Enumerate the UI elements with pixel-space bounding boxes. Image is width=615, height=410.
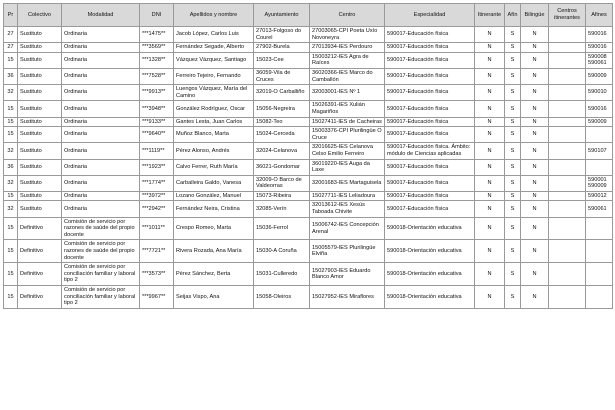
cell-especialidad: 590017-Educación física [385, 127, 475, 143]
cell-centros-itinerantes [549, 191, 586, 201]
cell-apellidos: Luengos Vázquez, María del Camino [174, 85, 254, 101]
cell-especialidad: 590017-Educación física [385, 85, 475, 101]
cell-especialidad: 590017-Educación física [385, 117, 475, 127]
table-row [4, 286, 613, 309]
cell-itinerante: N [475, 85, 505, 101]
cell-pr: 15 [4, 191, 18, 201]
cell-bilingue: N [521, 143, 549, 159]
cell-modalidad: Comisión de servicio por conciliación familiar y laboral tipo 2 [62, 263, 140, 286]
cell-centro: 15006742-IES Concepción Arenal [310, 217, 385, 240]
header-especialidad: Especialidad [385, 4, 475, 27]
cell-itinerante: N [475, 43, 505, 53]
cell-afines [586, 263, 613, 286]
cell-bilingue: N [521, 263, 549, 286]
cell-itinerante: N [475, 117, 505, 127]
cell-especialidad: 590017-Educación física [385, 159, 475, 175]
cell-bilingue: N [521, 27, 549, 43]
cell-afines: 590016 [586, 101, 613, 117]
cell-centros-itinerantes [549, 52, 586, 68]
cell-modalidad: Comisión de servicio por razones de saúde del propio docente [62, 240, 140, 263]
cell-afin: S [505, 217, 521, 240]
cell-afines: 590010 [586, 85, 613, 101]
cell-apellidos: Pérez Sánchez, Berta [174, 263, 254, 286]
cell-apellidos: Crespo Romeo, Marta [174, 217, 254, 240]
cell-colectivo: Sustituto [18, 101, 62, 117]
cell-bilingue: N [521, 286, 549, 309]
cell-especialidad: 590017-Educación física [385, 175, 475, 191]
cell-itinerante: N [475, 217, 505, 240]
cell-apellidos: Muñoz Blanco, Marta [174, 127, 254, 143]
table-row [4, 127, 613, 143]
cell-afin: S [505, 68, 521, 84]
table-row [4, 217, 613, 240]
header-dni: DNI [140, 4, 174, 27]
cell-afin: S [505, 101, 521, 117]
cell-afines [586, 217, 613, 240]
cell-afines [586, 159, 613, 175]
cell-bilingue: N [521, 217, 549, 240]
cell-itinerante: N [475, 127, 505, 143]
cell-afines: 590107 [586, 143, 613, 159]
cell-especialidad: 590018-Orientación educativa [385, 240, 475, 263]
cell-pr: 15 [4, 52, 18, 68]
cell-dni: ***3948** [140, 101, 174, 117]
table-row [4, 52, 613, 68]
cell-especialidad: 590017-Educación física [385, 101, 475, 117]
cell-dni: ***1011** [140, 217, 174, 240]
cell-colectivo: Sustituto [18, 117, 62, 127]
cell-centro: 27003065-CPI Poeta Uxío Novoneyra [310, 27, 385, 43]
cell-apellidos: Gantes Lesta, Juan Carlos [174, 117, 254, 127]
cell-bilingue: N [521, 52, 549, 68]
cell-itinerante: N [475, 27, 505, 43]
cell-apellidos: Rivera Rozada, Ana María [174, 240, 254, 263]
cell-afines: 590016 [586, 27, 613, 43]
cell-centro: 32001683-IES Martaguisela [310, 175, 385, 191]
cell-colectivo: Sustituto [18, 52, 62, 68]
cell-colectivo: Sustituto [18, 191, 62, 201]
cell-itinerante: N [475, 52, 505, 68]
cell-itinerante: N [475, 101, 505, 117]
cell-bilingue: N [521, 127, 549, 143]
cell-especialidad: 590018-Orientación educativa [385, 286, 475, 309]
cell-modalidad: Ordinaria [62, 43, 140, 53]
table-row [4, 143, 613, 159]
cell-afin: S [505, 201, 521, 217]
cell-centros-itinerantes [549, 143, 586, 159]
cell-ayuntamiento: 36059-Vila de Cruces [254, 68, 310, 84]
table-row [4, 263, 613, 286]
cell-colectivo: Sustituto [18, 127, 62, 143]
cell-bilingue: N [521, 101, 549, 117]
cell-itinerante: N [475, 68, 505, 84]
cell-modalidad: Ordinaria [62, 201, 140, 217]
table-row [4, 85, 613, 101]
cell-centros-itinerantes [549, 85, 586, 101]
cell-colectivo: Sustituto [18, 143, 62, 159]
cell-dni: ***1475** [140, 27, 174, 43]
cell-apellidos: Ferreiro Tejeiro, Fernando [174, 68, 254, 84]
cell-ayuntamiento: 32024-Celanova [254, 143, 310, 159]
cell-centro: 15003376-CPI Plurilingüe O Cruce [310, 127, 385, 143]
cell-modalidad: Ordinaria [62, 101, 140, 117]
cell-afin: S [505, 143, 521, 159]
cell-dni: ***2942** [140, 201, 174, 217]
cell-centro: 27013934-IES Perdouro [310, 43, 385, 53]
cell-ayuntamiento: 15024-Cerceda [254, 127, 310, 143]
cell-ayuntamiento: 32085-Verín [254, 201, 310, 217]
cell-modalidad: Ordinaria [62, 175, 140, 191]
header-afin: Afín [505, 4, 521, 27]
cell-afin: S [505, 159, 521, 175]
cell-afines [586, 127, 613, 143]
cell-itinerante: N [475, 201, 505, 217]
cell-bilingue: N [521, 240, 549, 263]
cell-colectivo: Definitivo [18, 217, 62, 240]
cell-dni: ***1923** [140, 159, 174, 175]
cell-itinerante: N [475, 191, 505, 201]
cell-afin: S [505, 52, 521, 68]
cell-pr: 15 [4, 286, 18, 309]
cell-centro: 15026391-IES Xulián Magariños [310, 101, 385, 117]
cell-modalidad: Ordinaria [62, 52, 140, 68]
cell-dni: ***3573** [140, 263, 174, 286]
cell-colectivo: Sustituto [18, 175, 62, 191]
cell-pr: 15 [4, 240, 18, 263]
header-ayuntamiento: Ayuntamiento [254, 4, 310, 27]
cell-modalidad: Ordinaria [62, 117, 140, 127]
cell-dni: ***3569** [140, 43, 174, 53]
cell-apellidos: Carballeira Galdo, Vanesa [174, 175, 254, 191]
cell-modalidad: Ordinaria [62, 68, 140, 84]
cell-modalidad: Ordinaria [62, 159, 140, 175]
cell-apellidos: Vázquez Vázquez, Santiago [174, 52, 254, 68]
cell-modalidad: Comisión de servicio por razones de saúde del propio docente [62, 217, 140, 240]
cell-modalidad: Comisión de servicio por conciliación familiar y laboral tipo 2 [62, 286, 140, 309]
cell-afines: 590009 [586, 117, 613, 127]
cell-colectivo: Sustituto [18, 159, 62, 175]
cell-centros-itinerantes [549, 217, 586, 240]
cell-ayuntamiento: 15030-A Coruña [254, 240, 310, 263]
cell-centro: 15005579-IES Plurilingüe Elviña [310, 240, 385, 263]
cell-ayuntamiento: 32009-O Barco de Valdeorras [254, 175, 310, 191]
cell-pr: 15 [4, 127, 18, 143]
table-row [4, 175, 613, 191]
header-pr: Pr [4, 4, 18, 27]
cell-centros-itinerantes [549, 240, 586, 263]
cell-afines: 590016 [586, 43, 613, 53]
cell-afin: S [505, 175, 521, 191]
cell-afin: S [505, 263, 521, 286]
cell-afin: S [505, 117, 521, 127]
cell-pr: 32 [4, 143, 18, 159]
cell-pr: 27 [4, 43, 18, 53]
cell-afin: S [505, 191, 521, 201]
table-row [4, 117, 613, 127]
table-row [4, 101, 613, 117]
cell-apellidos: Fernández Segade, Alberto [174, 43, 254, 53]
cell-afines: 590061 [586, 201, 613, 217]
cell-centro: 15003212-IES Agra de Raíces [310, 52, 385, 68]
cell-pr: 15 [4, 263, 18, 286]
cell-centro: 15027711-IES Leliadoura [310, 191, 385, 201]
cell-itinerante: N [475, 286, 505, 309]
cell-itinerante: N [475, 263, 505, 286]
cell-afines: 590008 590061 [586, 52, 613, 68]
cell-itinerante: N [475, 159, 505, 175]
cell-centros-itinerantes [549, 159, 586, 175]
table-row [4, 240, 613, 263]
table-row [4, 191, 613, 201]
cell-centros-itinerantes [549, 286, 586, 309]
header-modalidad: Modalidad [62, 4, 140, 27]
cell-afines: 590012 [586, 191, 613, 201]
cell-ayuntamiento: 15056-Negreira [254, 101, 310, 117]
cell-centros-itinerantes [549, 175, 586, 191]
cell-bilingue: N [521, 68, 549, 84]
cell-centro: 32016625-IES Celanova Celso Emilio Ferreiro [310, 143, 385, 159]
cell-afines [586, 286, 613, 309]
cell-modalidad: Ordinaria [62, 27, 140, 43]
cell-centros-itinerantes [549, 201, 586, 217]
cell-bilingue: N [521, 201, 549, 217]
cell-centro: 32003001-IES Nº 1 [310, 85, 385, 101]
cell-especialidad: 590018-Orientación educativa [385, 217, 475, 240]
cell-ayuntamiento: 15058-Oleiros [254, 286, 310, 309]
cell-ayuntamiento: 15082-Teo [254, 117, 310, 127]
cell-afin: S [505, 240, 521, 263]
cell-especialidad: 590017-Educación física [385, 43, 475, 53]
cell-bilingue: N [521, 43, 549, 53]
cell-afines [586, 240, 613, 263]
cell-apellidos: Fernández Neira, Cristina [174, 201, 254, 217]
cell-apellidos: Pérez Alonso, Andrés [174, 143, 254, 159]
cell-dni: ***9133** [140, 117, 174, 127]
cell-afin: S [505, 43, 521, 53]
cell-especialidad: 590017-Educación física [385, 27, 475, 43]
cell-especialidad: 590017-Educación física [385, 201, 475, 217]
cell-afin: S [505, 286, 521, 309]
table-row [4, 201, 613, 217]
header-apellidos: Apellidos y nombre [174, 4, 254, 27]
header-centro: Centro [310, 4, 385, 27]
cell-dni: ***1328** [140, 52, 174, 68]
cell-bilingue: N [521, 191, 549, 201]
cell-apellidos: Lozano González, Manuel [174, 191, 254, 201]
cell-apellidos: Seijas Vispo, Ana [174, 286, 254, 309]
table-row [4, 68, 613, 84]
cell-colectivo: Sustituto [18, 43, 62, 53]
cell-afin: S [505, 27, 521, 43]
header-centros-itinerantes: Centros itinerantes [549, 4, 586, 27]
header-colectivo: Colectivo [18, 4, 62, 27]
cell-centros-itinerantes [549, 127, 586, 143]
cell-ayuntamiento: 15031-Culleredo [254, 263, 310, 286]
cell-apellidos: Calvo Ferrer, Ruth María [174, 159, 254, 175]
cell-ayuntamiento: 36021-Gondomar [254, 159, 310, 175]
cell-centro: 36019220-IES Auga da Laxe [310, 159, 385, 175]
table-row [4, 43, 613, 53]
cell-itinerante: N [475, 240, 505, 263]
cell-ayuntamiento: 27902-Burela [254, 43, 310, 53]
cell-ayuntamiento: 15023-Cee [254, 52, 310, 68]
cell-dni: ***7721** [140, 240, 174, 263]
header-row [4, 4, 613, 27]
cell-afines: 590009 [586, 68, 613, 84]
cell-ayuntamiento: 32019-O Carballiño [254, 85, 310, 101]
cell-pr: 32 [4, 175, 18, 191]
cell-centros-itinerantes [549, 117, 586, 127]
cell-dni: ***1119** [140, 143, 174, 159]
cell-pr: 15 [4, 101, 18, 117]
cell-pr: 36 [4, 159, 18, 175]
cell-ayuntamiento: 15036-Ferrol [254, 217, 310, 240]
cell-colectivo: Definitivo [18, 263, 62, 286]
cell-modalidad: Ordinaria [62, 191, 140, 201]
cell-centro: 15027952-IES Miraflores [310, 286, 385, 309]
table-row [4, 159, 613, 175]
cell-colectivo: Definitivo [18, 286, 62, 309]
table-body [4, 27, 613, 309]
cell-bilingue: N [521, 85, 549, 101]
cell-bilingue: N [521, 117, 549, 127]
cell-centros-itinerantes [549, 263, 586, 286]
cell-centros-itinerantes [549, 68, 586, 84]
cell-pr: 27 [4, 27, 18, 43]
cell-centros-itinerantes [549, 43, 586, 53]
header-afines: Afines [586, 4, 613, 27]
cell-especialidad: 590017-Educación física. Ámbito: módulo de Ciencias aplicadas [385, 143, 475, 159]
header-itinerante: Itinerante [475, 4, 505, 27]
cell-dni: ***3972** [140, 191, 174, 201]
cell-centro: 15027903-IES Eduardo Blanco Amor [310, 263, 385, 286]
results-table [3, 3, 613, 309]
cell-pr: 36 [4, 68, 18, 84]
cell-ayuntamiento: 27013-Folgoso do Courel [254, 27, 310, 43]
cell-colectivo: Sustituto [18, 201, 62, 217]
cell-colectivo: Definitivo [18, 240, 62, 263]
cell-especialidad: 590017-Educación física [385, 191, 475, 201]
cell-especialidad: 590017-Educación física [385, 52, 475, 68]
cell-centro: 15027411-IES de Cacheiras [310, 117, 385, 127]
cell-apellidos: Jacob López, Carlos Luis [174, 27, 254, 43]
cell-especialidad: 590018-Orientación educativa [385, 263, 475, 286]
cell-ayuntamiento: 15073-Ribeira [254, 191, 310, 201]
cell-pr: 15 [4, 217, 18, 240]
cell-centros-itinerantes [549, 101, 586, 117]
cell-colectivo: Sustituto [18, 27, 62, 43]
cell-modalidad: Ordinaria [62, 143, 140, 159]
cell-bilingue: N [521, 175, 549, 191]
results-table-container [3, 3, 612, 309]
cell-itinerante: N [475, 143, 505, 159]
cell-dni: ***9967** [140, 286, 174, 309]
cell-dni: ***9640** [140, 127, 174, 143]
cell-bilingue: N [521, 159, 549, 175]
cell-colectivo: Sustituto [18, 85, 62, 101]
cell-pr: 32 [4, 85, 18, 101]
cell-apellidos: González Rodríguez, Oscar [174, 101, 254, 117]
cell-especialidad: 590017-Educación física [385, 68, 475, 84]
cell-dni: ***9913** [140, 85, 174, 101]
cell-dni: ***1774** [140, 175, 174, 191]
cell-dni: ***7528** [140, 68, 174, 84]
cell-afin: S [505, 85, 521, 101]
table-row [4, 27, 613, 43]
cell-modalidad: Ordinaria [62, 85, 140, 101]
cell-pr: 15 [4, 117, 18, 127]
cell-centros-itinerantes [549, 27, 586, 43]
cell-afines: 590001 590009 [586, 175, 613, 191]
cell-modalidad: Ordinaria [62, 127, 140, 143]
cell-centro: 32013612-IES Xesús Taboada Chivite [310, 201, 385, 217]
cell-centro: 36020366-IES Marco do Camballón [310, 68, 385, 84]
cell-pr: 32 [4, 201, 18, 217]
cell-afin: S [505, 127, 521, 143]
header-bilingue: Bilingüe [521, 4, 549, 27]
cell-colectivo: Sustituto [18, 68, 62, 84]
cell-itinerante: N [475, 175, 505, 191]
